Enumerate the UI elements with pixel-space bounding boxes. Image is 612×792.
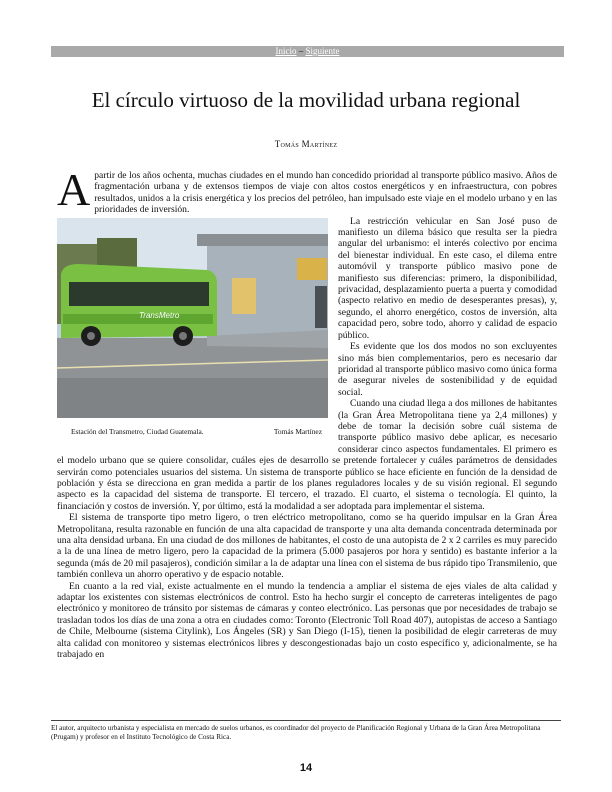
paragraph-1 <box>57 164 557 216</box>
paragraph-1-text: partir de los años ochenta, muchas ciudades en el mundo han concedido prioridad al transporte público masivo. Años de fragmentación urbana y de extensos tiempos de viaje con altos costos energéticos y en infraestructura, con pobres resultados, unidos a la crisis energética y los precios del petróleo, han impulsado este viaje en el modelo urbano y en las prioridades de inversión. <box>94 170 557 216</box>
page-number: 14 <box>299 762 313 774</box>
paragraph-4: Cuando una ciudad llega a dos millones de habitantes (la Gran Área Metropolitana tiene ya 2,4 millones) y debe de tomar la decisión sobre cuál sistema de transporte público masivo debe aplicar, es necesario considerar cinco aspectos fundamentales. El primero es el modelo urbano que se quiere consolidar, cuáles ejes de desarrollo se pretende fortalecer y cuáles parámetros de densidades servirán como potenciales usuarios del sistema. Un sistema de transporte público se hace eficiente en función de la densidad de población y ésta se direcciona en gran medida a partir de los planes reguladores locales y de su visión regional. El segundo aspecto es la capacidad del sistema de transporte. El tercero, el trazado. El cuarto, el sistema o tecnología. El quinto, la financiación y costos de inversión. Y, por último, está la modalidad a ser adoptada para implementar el sistema. <box>57 398 557 512</box>
next-link[interactable]: Siguiente <box>305 46 340 56</box>
drop-cap: A <box>57 164 91 215</box>
home-link[interactable]: Inicio <box>275 46 297 56</box>
nav-separator: – <box>296 46 306 56</box>
article-body <box>57 164 557 661</box>
bus-logo-text: TransMetro <box>139 310 180 320</box>
navigation-bar <box>51 46 564 57</box>
caption-text: Estación del Transmetro, Ciudad Guatemala. <box>71 426 204 436</box>
figure <box>57 218 328 448</box>
paragraph-2-text: La restricción vehicular en San José puso de manifiesto un dilema básico que resulta ser la piedra angular del urbanismo: el interés colectivo por encima del bienestar individual. En este caso, el dilema entre automóvil y transporte público masivo pone de manifiesto sus diferencias: primero, la disponibilidad, privacidad, desplazamiento puerta a puerta y comodidad (aspecto relativo en medio de desesperantes presas), y, segundo, el ahorro energético, costos de inversión, alta capacidad pero, sobre todo, ahorro y calidad de espacio público. <box>338 215 557 341</box>
article-title: El círculo virtuoso de la movilidad urbana regional <box>91 88 521 112</box>
paragraph-6: En cuanto a la red vial, existe actualmente en el mundo la tendencia a ampliar el sistema de ejes viales de alta calidad y adaptar los existentes con sistemas electrónicos de control. Esto ha hecho surgir el concepto de carreteras inteligentes de pago electrónico y monitoreo de tránsito por sistemas de cámaras y conteo electrónico. Las personas que por necesidades de trabajo se trasladan todos los días de una zona a otra en ciudades como: Toronto (Electronic Toll Road 407), autopistas de acceso a Santiago de Chile, Melbourne (sistema Citylink), Los Ángeles (SR) y San Diego (I-15), tienen la posibilidad de elegir carreteras de muy alta calidad con monitoreo y sistemas electrónicos libres y descongestionadas bajo un costo específico y, adicionalmente, se ha trabajado en <box>57 580 557 661</box>
paragraph-3: Es evidente que los dos modos no son excluyentes sino más bien complementarios, pero es necesario dar prioridad al transporte público masivo como única forma de asegurar niveles de sostenibilidad y de equidad social. <box>338 341 557 398</box>
paragraph-5: El sistema de transporte tipo metro ligero, o tren eléctrico metropolitano, como se ha querido impulsar en la Gran Área Metropolitana, resulta razonable en función de una alta capacidad de transporte y una alta demanda concentrada determinada por una alta densidad urbana. En una ciudad de dos millones de habitantes, el costo de una autopista de 2 x 2 carriles es muy parecido a la de una línea de metro ligero, pero la capacidad de la primera (5.000 pasajeros por hora y sentido) es bastante inferior a la segunda (más de 20 mil pasajeros), condición similar a la de adaptar una línea con el sistema de bus rápido tipo Transmilenio, que también conlleva un ahorro operativo y de espacio notable. <box>57 512 557 581</box>
photo-credit: Tomás Martínez <box>273 426 322 436</box>
bus-station-photo <box>57 218 328 418</box>
article-author: Tomás Martínez <box>274 139 338 149</box>
bus-station-illustration <box>57 218 328 418</box>
author-footnote: El autor, arquitecto urbanista y especialista en mercado de suelos urbanos, es coordinador del proyecto de Planificación Regional y Urbana de la Gran Área Metropolitana (Prugam) y profesor en el Instituto Tecnológico de Costa Rica. <box>51 720 561 742</box>
figure-caption <box>57 426 328 437</box>
